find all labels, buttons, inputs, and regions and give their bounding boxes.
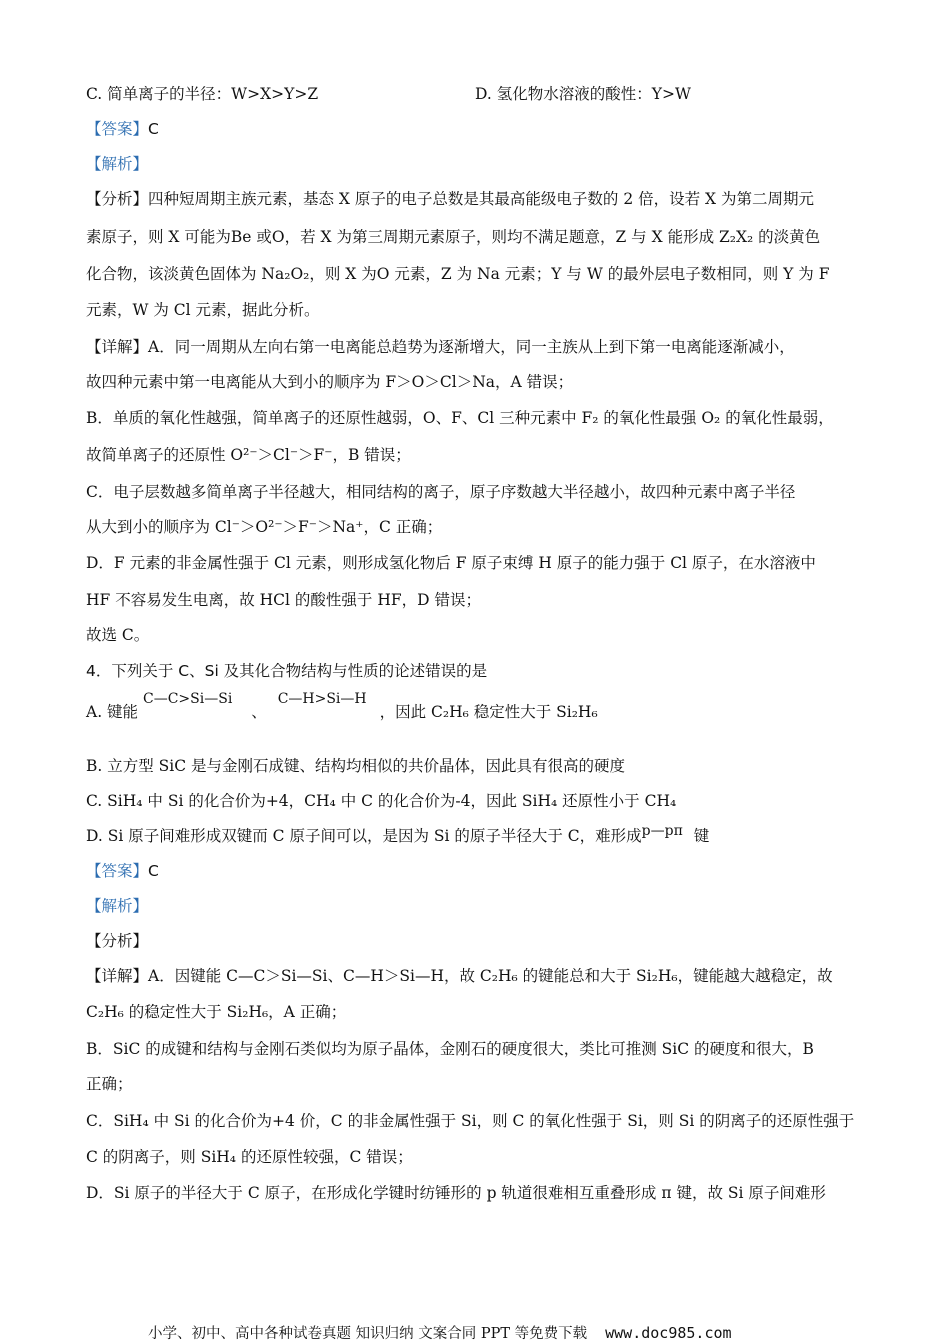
answer-value: C <box>148 120 159 138</box>
q4-option-a-suffix: ，因此 C₂H₆ 稳定性大于 Si₂H₆ <box>379 703 598 721</box>
footer-text: 小学、初中、高中各种试卷真题 知识归纳 文案合同 PPT 等免费下载 <box>148 1326 588 1342</box>
q4-option-a <box>86 691 598 722</box>
q3-detail-a2: 故四种元素中第一电离能从大到小的顺序为 F＞O＞Cl＞Na，A 错误； <box>86 373 574 391</box>
q4-detail-b1: B．SiC 的成键和结构与金刚石类似均为原子晶体，金刚石的硬度很大，类比可推测 SiC 的硬度和很大，B <box>86 1040 814 1058</box>
q3-analysis-label: 【解析】 <box>86 155 149 173</box>
q4-option-d-suffix: 键 <box>693 827 710 845</box>
q3-detail-d1: D．F 元素的非金属性强于 Cl 元素，则形成氢化物后 F 原子束缚 H 原子的能力强于 Cl 原子，在水溶液中 <box>86 554 816 572</box>
footer-url[interactable]: www.doc985.com <box>605 1324 732 1342</box>
q3-detail-b1: B．单质的氧化性越强，简单离子的还原性越弱，O、F、Cl 三种元素中 F₂ 的氧化性最强 O₂ 的氧化性最弱， <box>86 409 834 427</box>
bond-formula-cc-sisi: C—C>Si—Si <box>143 691 233 707</box>
q3-detail-d2: HF 不容易发生电离，故 HCl 的酸性强于 HF，D 错误； <box>86 591 481 609</box>
q3-detail-c2: 从大到小的顺序为 Cl⁻＞O²⁻＞F⁻＞Na⁺，C 正确； <box>86 518 443 536</box>
q4-option-d <box>86 824 709 846</box>
page-footer <box>148 1322 732 1343</box>
q3-conclusion: 故选 C。 <box>86 626 150 644</box>
answer-label: 【答案】 <box>86 120 149 138</box>
answer-label: 【答案】 <box>86 862 149 880</box>
q3-detail-b2: 故简单离子的还原性 O²⁻＞Cl⁻＞F⁻，B 错误； <box>86 446 411 464</box>
q4-fenxi: 【分析】 <box>86 932 149 950</box>
q4-detail-d1: D．Si 原子的半径大于 C 原子，在形成化学键时纺锤形的 p 轨道很难相互重叠形成 π 键，故 Si 原子间难形 <box>86 1184 826 1202</box>
q4-detail-a1: 【详解】A．因键能 C—C＞Si—Si、C—H＞Si—H，故 C₂H₆ 的键能总和大于 Si₂H₆，键能越大越稳定，故 <box>86 967 833 985</box>
q4-option-b: B. 立方型 SiC 是与金刚石成键、结构均相似的共价晶体，因此具有很高的硬度 <box>86 757 626 775</box>
option-c-prev: C. 简单离子的半径：W>X>Y>Z <box>86 85 319 103</box>
q4-detail-b2: 正确； <box>86 1075 133 1093</box>
option-d-prev: D. 氢化物水溶液的酸性：Y>W <box>475 85 691 103</box>
q3-fenxi-line1: 【分析】四种短周期主族元素，基态 X 原子的电子总数是其最高能级电子数的 2 倍，设若 X 为第二周期元 <box>86 190 814 208</box>
q4-detail-c1: C．SiH₄ 中 Si 的化合价为+4 价，C 的非金属性强于 Si，则 C 的氧化性强于 Si，则 Si 的阴离子的还原性强于 <box>86 1112 855 1130</box>
q4-option-c: C. SiH₄ 中 Si 的化合价为+4，CH₄ 中 C 的化合价为-4，因此 SiH₄ 还原性小于 CH₄ <box>86 792 677 810</box>
q4-option-d-prefix: D. Si 原子间难形成双键而 C 原子间可以，是因为 Si 的原子半径大于 C，难形成 <box>86 827 642 845</box>
q4-detail-a2: C₂H₆ 的稳定性大于 Si₂H₆，A 正确； <box>86 1003 347 1021</box>
q3-fenxi-line4: 元素，W 为 Cl 元素，据此分析。 <box>86 301 320 319</box>
q4-option-a-prefix: A. 键能 <box>86 703 139 721</box>
q3-detail-a1: 【详解】A．同一周期从左向右第一电离能总趋势为逐渐增大，同一主族从上到下第一电离能逐渐减小， <box>86 338 795 356</box>
p-p-pi-formula: p—pπ <box>641 823 683 839</box>
q4-analysis-label: 【解析】 <box>86 897 149 915</box>
q4-detail-c2: C 的阴离子，则 SiH₄ 的还原性较强，C 错误； <box>86 1148 413 1166</box>
answer-value: C <box>148 862 159 880</box>
q4-stem: 4．下列关于 C、Si 及其化合物结构与性质的论述错误的是 <box>86 662 488 680</box>
q3-fenxi-line2: 素原子，则 X 可能为Be 或O，若 X 为第三周期元素原子，则均不满足题意，Z 与 X 能形成 Z₂X₂ 的淡黄色 <box>86 228 821 246</box>
q4-option-a-sep: 、 <box>251 703 267 721</box>
bond-formula-ch-sih: C—H>Si—H <box>277 691 367 707</box>
q3-fenxi-line3: 化合物，该淡黄色固体为 Na₂O₂，则 X 为O 元素，Z 为 Na 元素；Y 与 W 的最外层电子数相同，则 Y 为 F <box>86 265 830 283</box>
q4-answer <box>86 859 159 881</box>
q3-detail-c1: C．电子层数越多简单离子半径越大，相同结构的离子，原子序数越大半径越小，故四种元素中离子半径 <box>86 483 796 501</box>
q3-answer <box>86 117 159 139</box>
